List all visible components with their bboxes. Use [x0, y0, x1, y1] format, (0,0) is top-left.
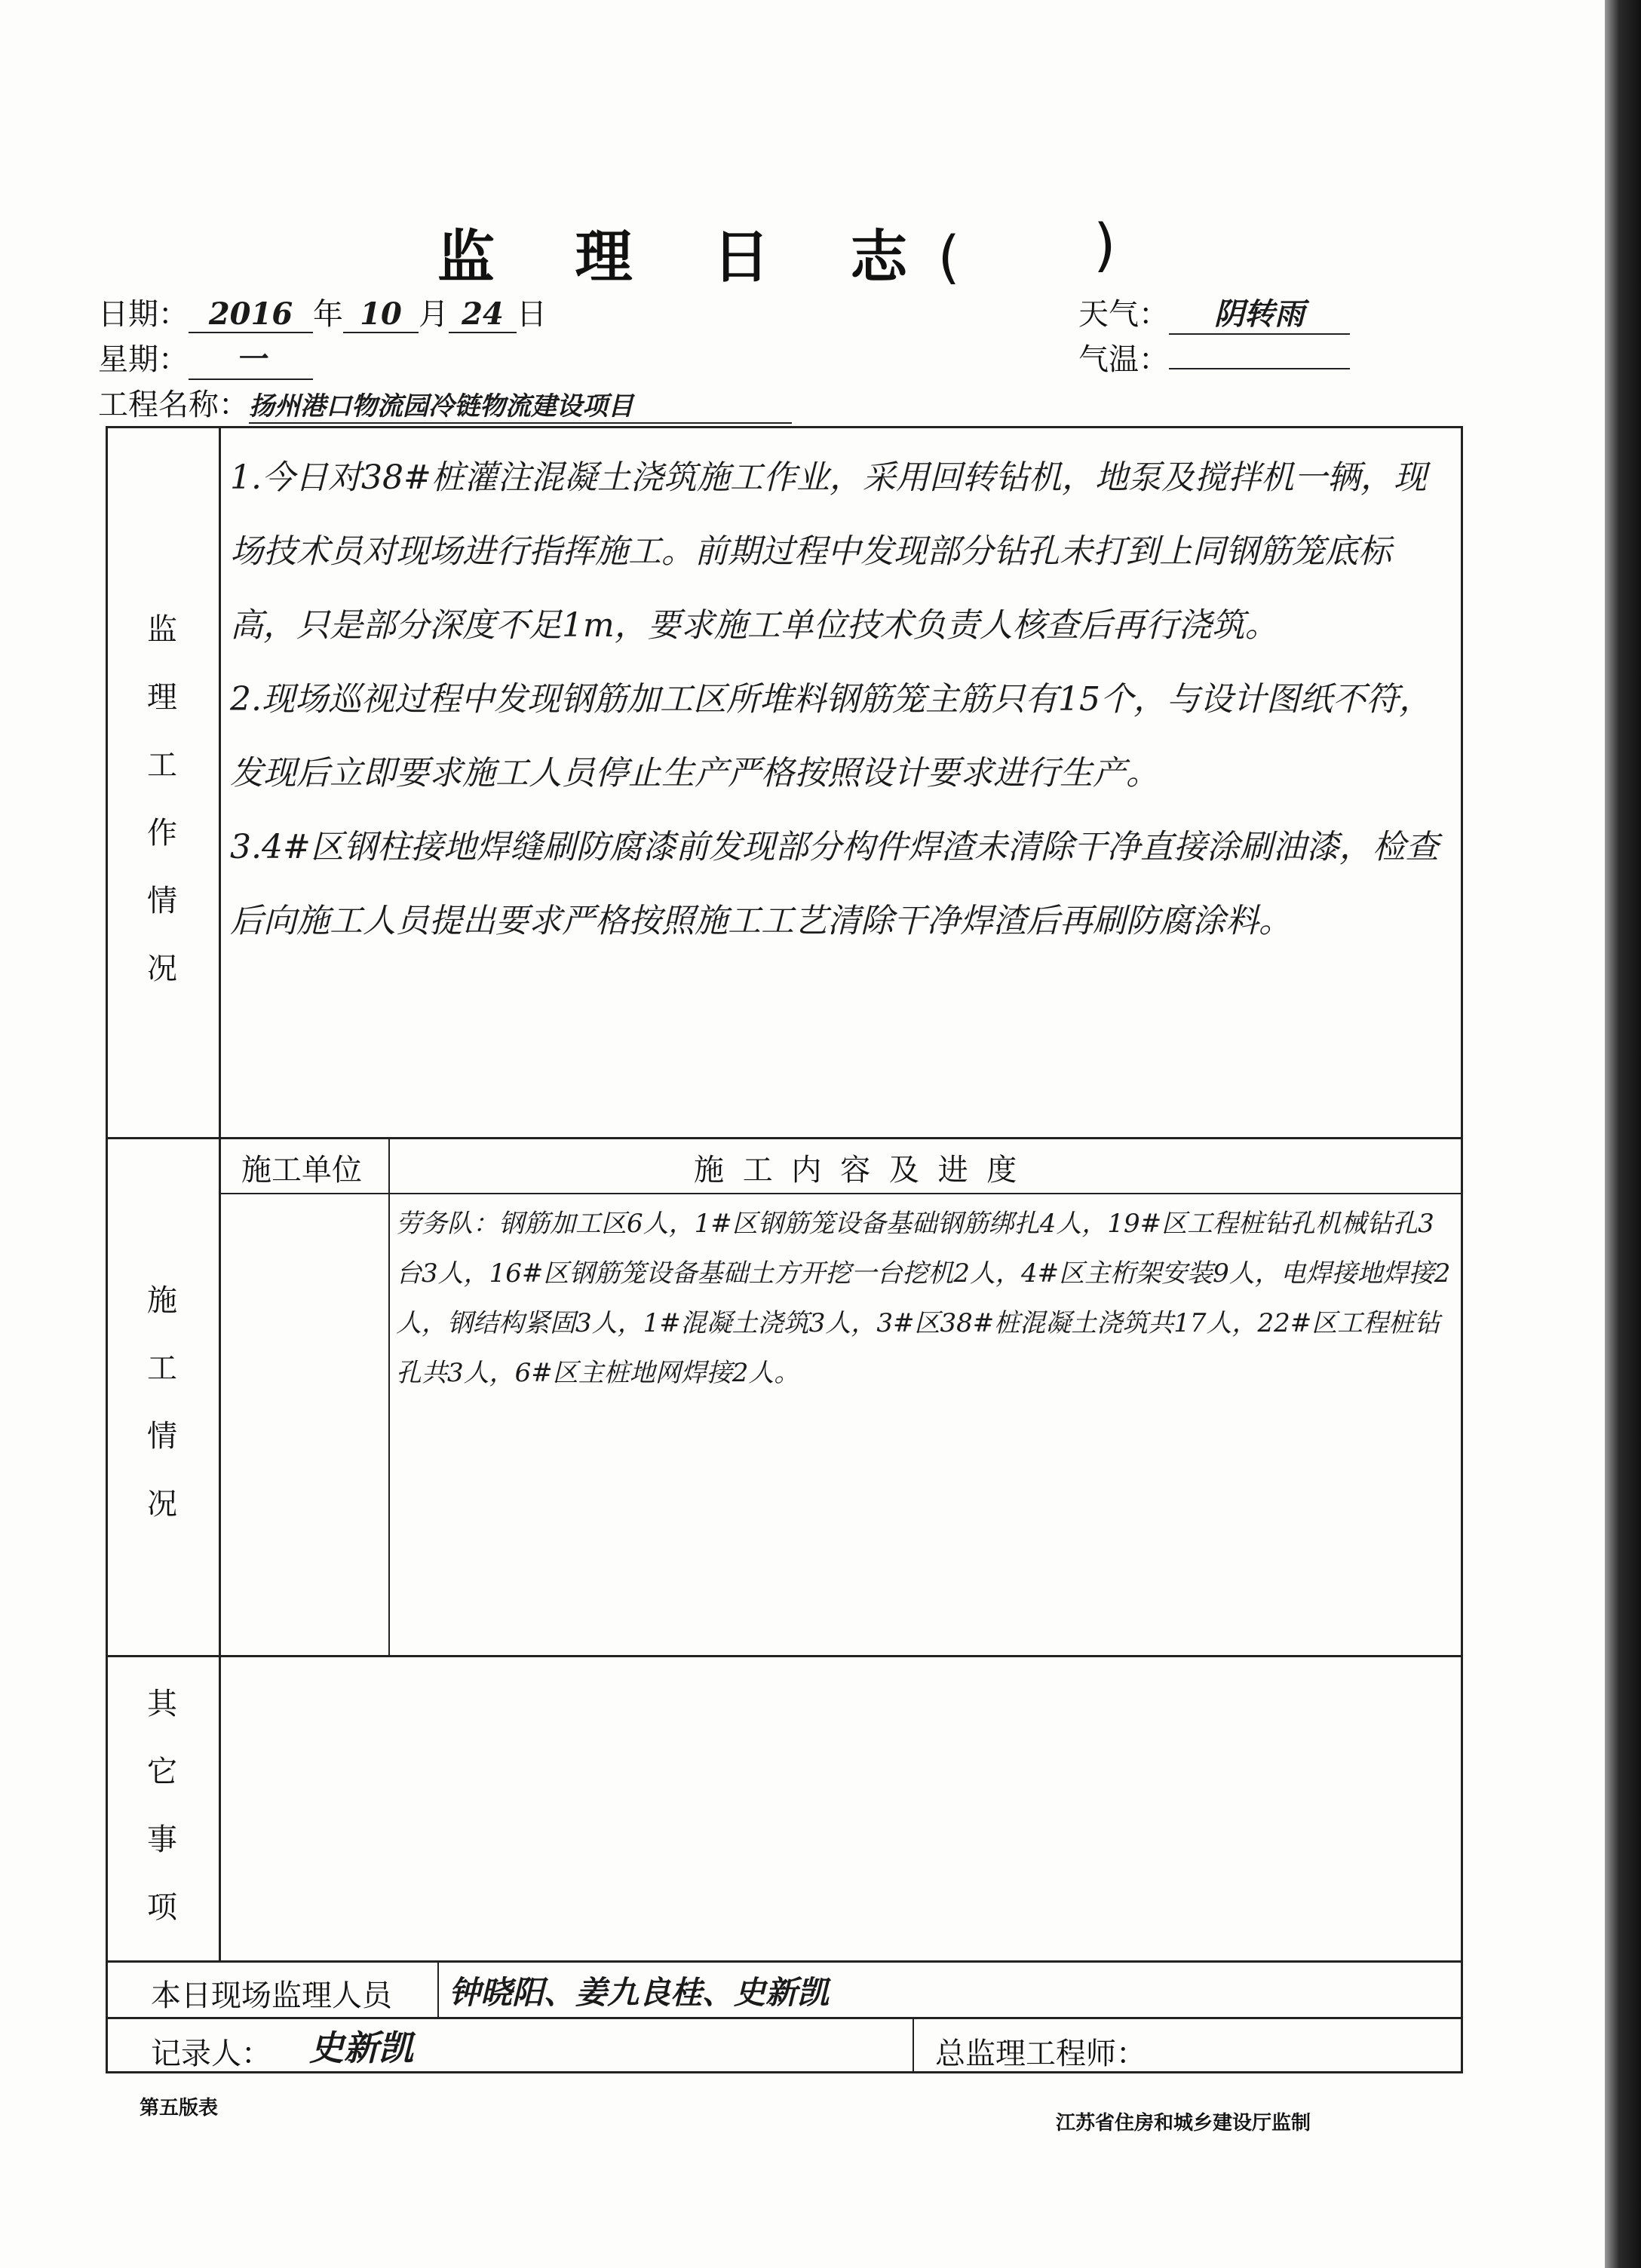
- label-char: 它: [147, 1755, 177, 1789]
- title-paren-close: ): [1093, 211, 1116, 278]
- construction-label: [140, 1267, 185, 1538]
- temp-row: [1078, 336, 1350, 379]
- construction-label-text: [140, 1267, 185, 1538]
- chief-engineer-label: 总监理工程师：: [935, 2037, 1146, 2071]
- temp-label: 气温：: [1078, 342, 1169, 377]
- supervision-label: [140, 596, 185, 1003]
- temp-value: [1169, 368, 1350, 369]
- project-name: 扬州港口物流园冷链物流建设项目: [249, 385, 792, 424]
- weather-row: [1078, 290, 1350, 335]
- label-char: 况: [147, 1487, 177, 1522]
- divider-staff-label: [437, 1960, 439, 2017]
- label-char: 项: [147, 1890, 177, 1925]
- divider-construction: [106, 1655, 1463, 1657]
- label-char: 作: [147, 816, 177, 851]
- title-text: 监 理 日 志: [437, 223, 938, 290]
- divider-construction-header: [219, 1193, 1463, 1194]
- construction-content: 劳务队：钢筋加工区6人，1#区钢筋笼设备基础钢筋绑扎4人，19#区工程桩钻孔机械钻孔3台3人，16#区钢筋笼设备基础土方开挖一台挖机2人，4#区主桁架安装9人，电焊接地焊接2人，钢结构紧固3人，1#混凝土浇筑3人，3#区38#桩混凝土浇筑共17人，22#区工程桩钻孔共3人，6#区主桩地网焊接2人。: [396, 1209, 1451, 1388]
- other-label-text: [140, 1670, 185, 1942]
- label-char: 工: [147, 1351, 177, 1386]
- label-char: 事: [147, 1822, 177, 1857]
- page-title: [437, 211, 1116, 293]
- date-label: 日期：: [98, 297, 189, 332]
- other-label: [140, 1670, 185, 1942]
- label-char: 监: [147, 612, 177, 647]
- content-column-header: 施 工 内 容 及 进 度: [694, 1153, 1022, 1188]
- label-char: 工: [147, 748, 177, 783]
- date-month: 10: [343, 296, 419, 333]
- form-version: 第五版表: [140, 2097, 219, 2119]
- staff-names: 钟晓阳、姜九良桂、史新凯: [449, 1974, 830, 2011]
- divider-unit-column: [388, 1137, 390, 1655]
- divider-staff: [106, 2017, 1463, 2019]
- weather-value: 阴转雨: [1169, 290, 1350, 335]
- date-year: 2016: [189, 296, 313, 333]
- year-label: 年: [313, 297, 343, 332]
- staff-label: 本日现场监理人员: [151, 1978, 392, 2013]
- label-char: 况: [147, 952, 177, 986]
- recorder-name: 史新凯: [309, 2027, 413, 2068]
- project-row: [98, 381, 792, 424]
- supervision-label-text: [140, 596, 185, 1003]
- weather-label: 天气：: [1078, 297, 1169, 332]
- label-char: 理: [147, 680, 177, 715]
- divider-other: [106, 1960, 1463, 1963]
- project-label: 工程名称：: [98, 388, 249, 422]
- label-char: 施: [147, 1283, 177, 1318]
- weekday-value: 一: [189, 336, 313, 380]
- month-label: 月: [419, 297, 449, 332]
- divider-recorder: [913, 2017, 914, 2073]
- issuer-note: 江苏省住房和城乡建设厅监制: [1056, 2112, 1311, 2135]
- title-paren-open: (: [937, 223, 961, 290]
- date-row: [98, 290, 547, 333]
- label-char: 其: [147, 1687, 177, 1721]
- day-label: 日: [517, 297, 547, 332]
- label-char: 情: [147, 1419, 177, 1454]
- weekday-row: [98, 336, 313, 380]
- unit-column-header: 施工单位: [241, 1153, 362, 1188]
- divider-supervision: [106, 1137, 1463, 1139]
- label-char: 情: [147, 884, 177, 918]
- recorder-label: 记录人：: [151, 2037, 271, 2071]
- weekday-label: 星期：: [98, 342, 189, 377]
- binding-spine: [1605, 0, 1641, 2268]
- date-day: 24: [449, 296, 517, 333]
- supervision-text: 1.今日对38#桩灌注混凝土浇筑施工作业，采用回转钻机，地泵及搅拌机一辆，现场技术员对现场进行指挥施工。前期过程中发现部分钻孔未打到上同钢筋笼底标高，只是部分深度不足1m，要求施工单位技术负责人核查后再行浇筑。 2.现场巡视过程中发现钢筋加工区所堆料钢筋笼主筋只有15个，与设计图纸不符，发现后立即要求施工人员停止生产严格按照设计要求进行生产。 3.4#区钢柱接地焊缝刷防腐漆前发现部分构件焊渣未清除干净直接涂刷油漆，检查后向施工人员提出要求严格按照施工工艺清除干净焊渣后再刷防腐涂料。: [230, 458, 1439, 940]
